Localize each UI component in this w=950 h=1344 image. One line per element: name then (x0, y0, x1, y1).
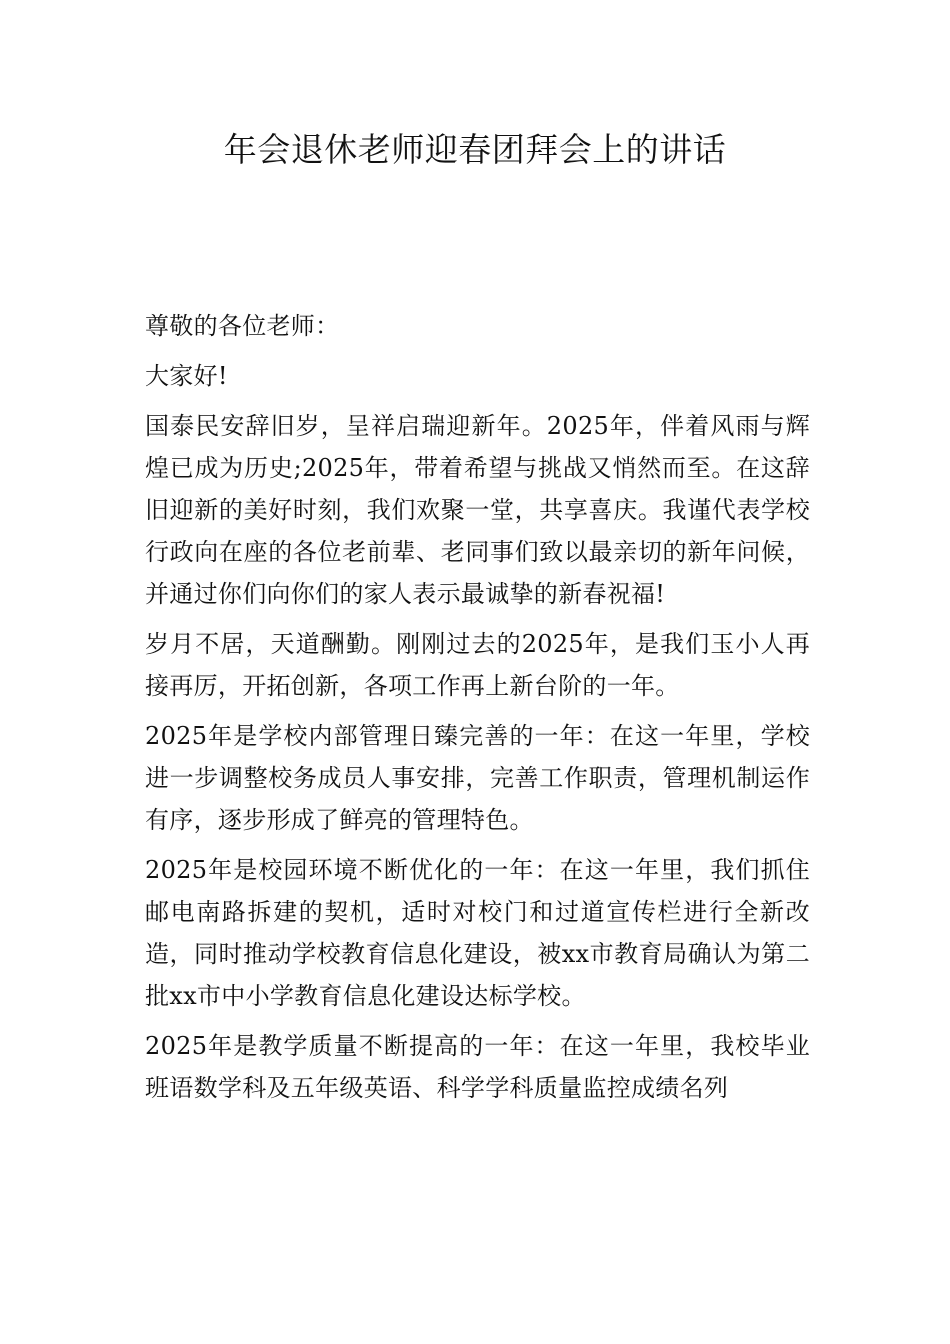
document-body (145, 305, 810, 1117)
paragraph-management: 2025年是学校内部管理日臻完善的一年：在这一年里，学校进一步调整校务成员人事安排，完善工作职责，管理机制运作有序，逐步形成了鲜亮的管理特色。 (145, 722, 810, 834)
paragraph-campus: 2025年是校园环境不断优化的一年：在这一年里，我们抓住邮电南路拆建的契机，适时对校门和过道宣传栏进行全新改造，同时推动学校教育信息化建设，被xx市教育局确认为第二批xx市中小学教育信息化建设达标学校。 (145, 856, 810, 1010)
salutation: 尊敬的各位老师： (145, 312, 340, 340)
paragraph-teaching: 2025年是教学质量不断提高的一年：在这一年里，我校毕业班语数学科及五年级英语、科学学科质量监控成绩名列 (145, 1032, 810, 1102)
document-title: 年会退休老师迎春团拜会上的讲话 (223, 130, 727, 169)
greeting: 大家好! (145, 362, 228, 390)
paragraph-new-year: 国泰民安辞旧岁，呈祥启瑞迎新年。2025年，伴着风雨与辉煌已成为历史;2025年，带着希望与挑战又悄然而至。在这辞旧迎新的美好时刻，我们欢聚一堂，共享喜庆。我谨代表学校行政向在座的各位老前辈、老同事们致以最亲切的新年问候，并通过你们向你们的家人表示最诚挚的新春祝福! (145, 412, 810, 608)
paragraph-review: 岁月不居，天道酬勤。刚刚过去的2025年，是我们玉小人再接再厉，开拓创新，各项工作再上新台阶的一年。 (145, 630, 810, 700)
